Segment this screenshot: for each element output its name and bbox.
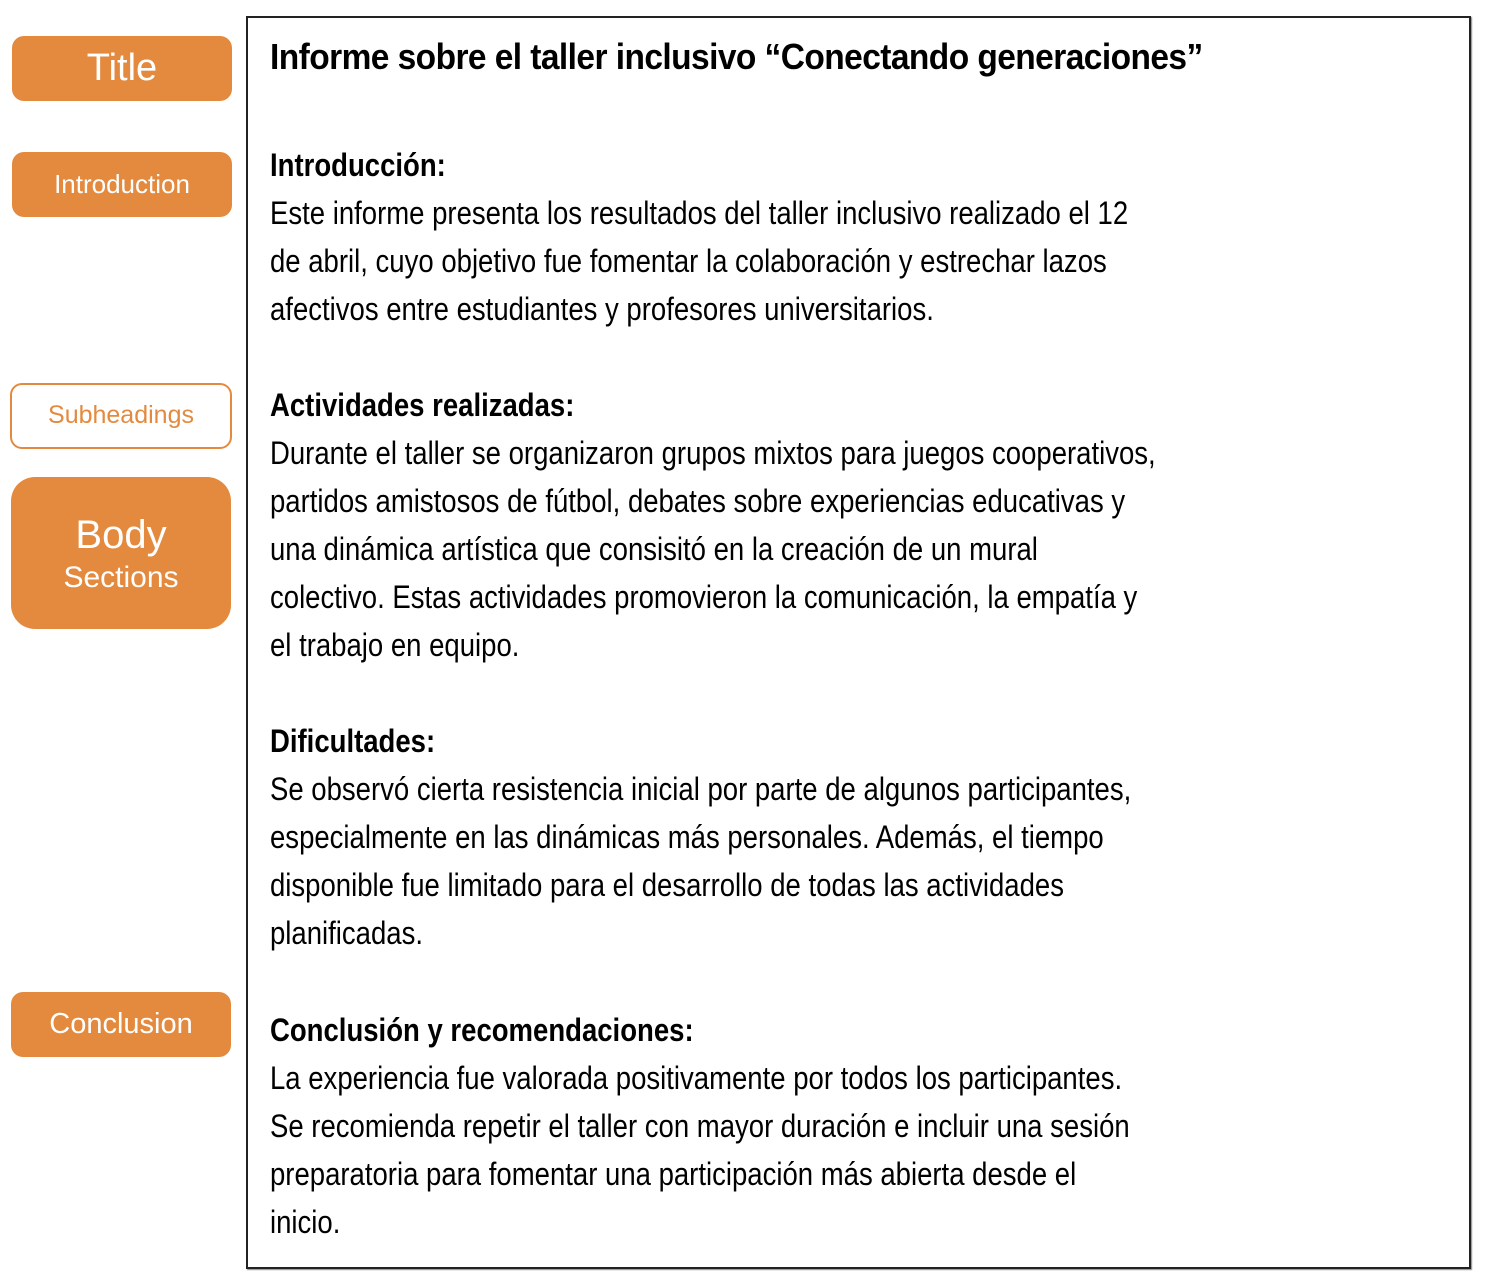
title-annotation-text: Title xyxy=(86,46,158,89)
paragraph-line: una dinámica artística que consisitó en la creación de un mural xyxy=(270,531,1038,567)
paragraph-line: Durante el taller se organizaron grupos mixtos para juegos cooperativos, xyxy=(270,435,1156,471)
paragraph-line: partidos amistosos de fútbol, debates sobre experiencias educativas y xyxy=(270,483,1126,519)
section-introduction xyxy=(270,141,1128,333)
introduction-annotation-label xyxy=(12,152,232,217)
sections-annotation-text: Sections xyxy=(63,560,179,594)
introduction-annotation-text: Introduction xyxy=(54,169,190,200)
paragraph-line: Se recomienda repetir el taller con mayor duración e incluir una sesión xyxy=(270,1108,1130,1144)
section-heading: Dificultades: xyxy=(270,723,436,759)
paragraph-line: planificadas. xyxy=(270,915,423,951)
paragraph-line: La experiencia fue valorada positivamente por todos los participantes. xyxy=(270,1060,1123,1096)
paragraph-line: colectivo. Estas actividades promovieron la comunicación, la empatía y xyxy=(270,579,1138,615)
paragraph-line: de abril, cuyo objetivo fue fomentar la colaboración y estrechar lazos xyxy=(270,243,1107,279)
paragraph-line: preparatoria para fomentar una participación más abierta desde el xyxy=(270,1156,1077,1192)
subheadings-annotation-label xyxy=(10,383,232,449)
body-annotation-text: Body xyxy=(75,512,167,557)
section-heading: Introducción: xyxy=(270,147,446,183)
title-annotation-label xyxy=(12,36,232,101)
conclusion-annotation-text: Conclusion xyxy=(49,1007,193,1040)
paragraph-line: Se observó cierta resistencia inicial por parte de algunos participantes, xyxy=(270,771,1132,807)
paragraph-line: especialmente en las dinámicas más personales. Además, el tiempo xyxy=(270,819,1104,855)
conclusion-annotation-label xyxy=(11,992,231,1057)
section-heading: Actividades realizadas: xyxy=(270,387,575,423)
paragraph-line: inicio. xyxy=(270,1204,341,1240)
section-conclusion xyxy=(270,1006,1130,1246)
paragraph-line: afectivos entre estudiantes y profesores universitarios. xyxy=(270,291,934,327)
section-heading: Conclusión y recomendaciones: xyxy=(270,1012,694,1048)
paragraph-line: Este informe presenta los resultados del taller inclusivo realizado el 12 xyxy=(270,195,1129,231)
paragraph-line: disponible fue limitado para el desarrollo de todas las actividades xyxy=(270,867,1064,903)
subheadings-annotation-text: Subheadings xyxy=(48,401,194,430)
document-title: Informe sobre el taller inclusivo “Conectando generaciones” xyxy=(270,36,1203,77)
body-sections-annotation-label xyxy=(11,477,231,629)
paragraph-line: el trabajo en equipo. xyxy=(270,627,520,663)
section-activities xyxy=(270,381,1156,669)
section-difficulties xyxy=(270,717,1131,957)
